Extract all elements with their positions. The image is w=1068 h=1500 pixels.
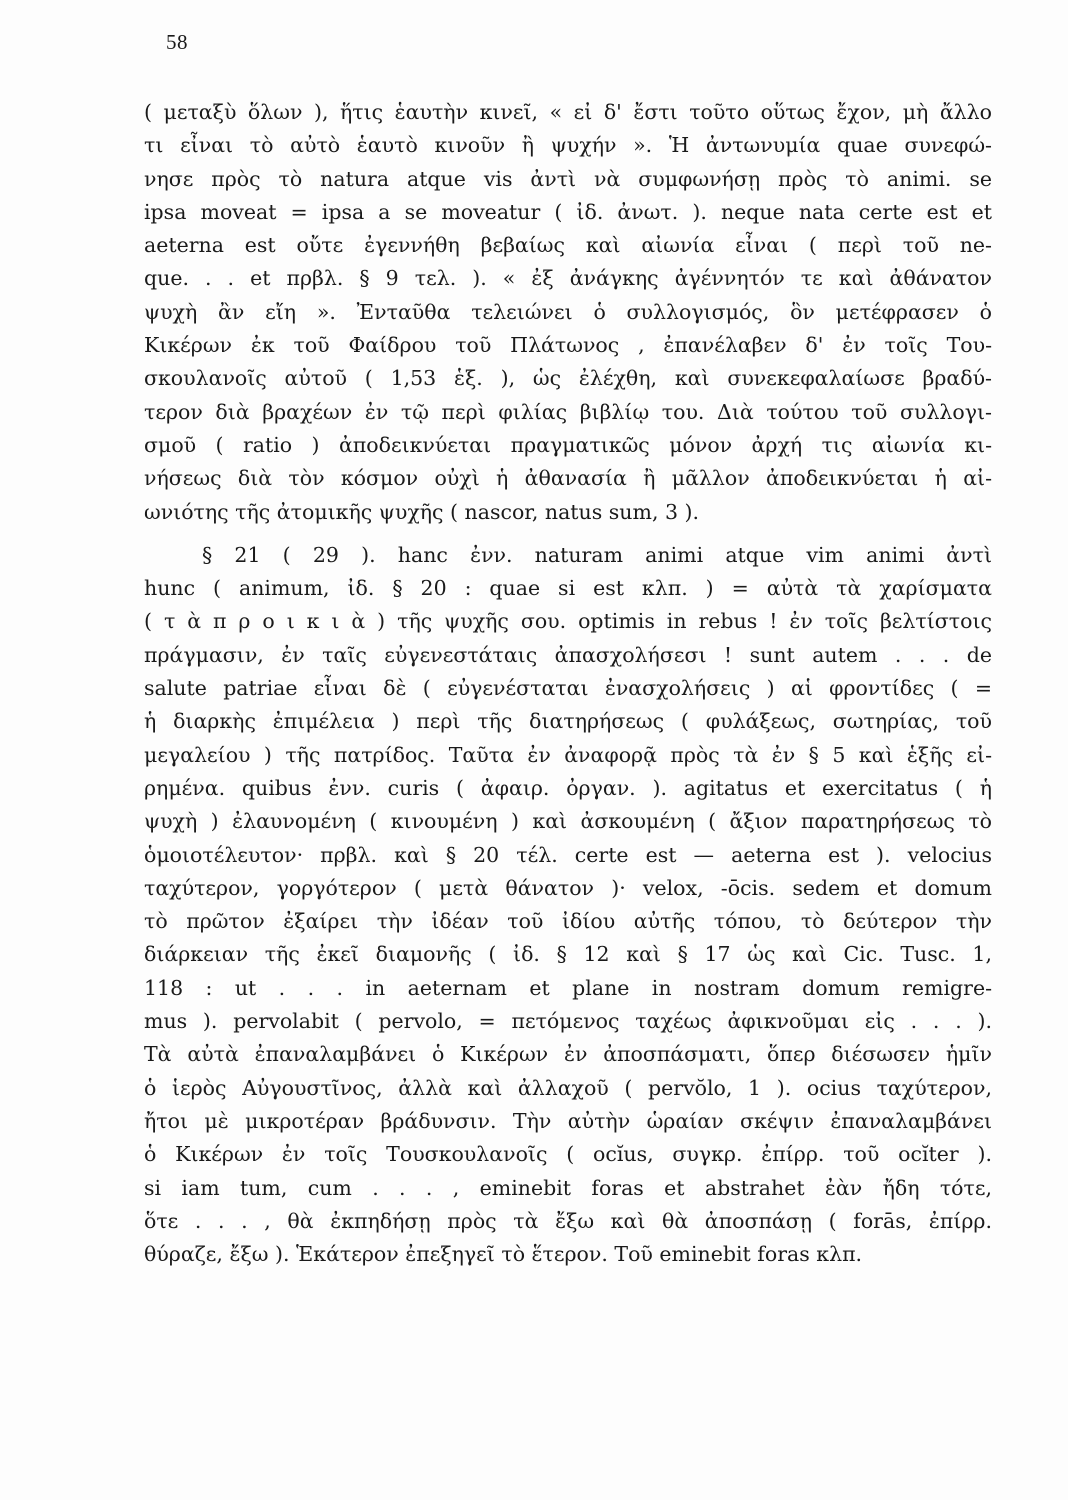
text-line: σμοῦ ( ratio ) ἀποδεικνύεται πραγματικῶς μόνον ἀρχή τις αἰωνία κι- [144, 432, 992, 457]
text-line: θύραζε, ἔξω ). Ἑκάτερον ἐπεξηγεῖ τὸ ἕτερον. Τοῦ eminebit foras κλπ. [144, 1242, 863, 1267]
text-line: mus ). pervolabit ( pervolo, = πετόμενος ταχέως ἀφικνοῦμαι εἰς . . . ). [144, 1009, 992, 1034]
text-line: πράγμασιν, ἐν ταῖς εὐγενεστάταις ἀπασχολήσεσι ! sunt autem . . . de [144, 642, 992, 667]
text-line: ὁ ἱερὸς Αὐγουστῖνος, ἀλλὰ καὶ ἀλλαχοῦ ( pervŏlo, 1 ). ocius ταχύτερον, [144, 1075, 992, 1100]
text-line: ipsa moveat = ipsa a se moveatur ( ἰδ. ἀνωτ. ). neque nata certe est et [144, 199, 992, 224]
paragraph-1 [144, 96, 992, 529]
text-line: ψυχὴ ) ἐλαυνομένη ( κινουμένη ) καὶ ἀσκουμένη ( ἄξιον παρατηρήσεως τὸ [144, 809, 992, 834]
text-line: νησε πρὸς τὸ natura atque vis ἀντὶ νὰ συμφωνήσῃ πρὸς τὸ animi. se [144, 166, 992, 191]
text-line: ὁ Κικέρων ἐν τοῖς Τουσκουλανοῖς ( ocĭus, συγκρ. ἐπίρρ. τοῦ ocĭter ). [144, 1142, 992, 1167]
text-line: Τὰ αὐτὰ ἐπαναλαμβάνει ὁ Κικέρων ἐν ἀποσπάσματι, ὅπερ διέσωσεν ἡμῖν [144, 1042, 992, 1067]
text-line: 118 : ut . . . in aeternam et plane in nostram domum remigre- [144, 975, 992, 1000]
page-text [144, 96, 992, 1271]
text-line: Κικέρων ἐκ τοῦ Φαίδρου τοῦ Πλάτωνος , ἐπανέλαβεν δ' ἐν τοῖς Του- [144, 333, 992, 358]
text-line: τι εἶναι τὸ αὐτὸ ἑαυτὸ κινοῦν ἢ ψυχήν ». Ἡ ἀντωνυμία quae συνεφώ- [144, 133, 992, 158]
text-line: ( τ ὰ π ρ ο ι κ ι ὰ ) τῆς ψυχῆς σου. optimis in rebus ! ἐν τοῖς βελτίστοις [144, 609, 992, 634]
text-line: διάρκειαν τῆς ἐκεῖ διαμονῆς ( ἰδ. § 12 καὶ § 17 ὡς καὶ Cic. Tusc. 1, [144, 942, 992, 967]
text-line: ταχύτερον, γοργότερον ( μετὰ θάνατον )· velox, -ōcis. sedem et domum [144, 875, 992, 900]
text-line: ωνιότης τῆς ἀτομικῆς ψυχῆς ( nascor, natus sum, 3 ). [144, 499, 700, 524]
text-line: salute patriae εἶναι δὲ ( εὐγενέσταται ἐνασχολήσεις ) αἱ φροντίδες ( = [144, 676, 992, 701]
text-line: ( μεταξὺ ὅλων ), ἥτις ἑαυτὴν κινεῖ, « εἰ δ' ἔστι τοῦτο οὕτως ἔχον, μὴ ἄλλο [144, 100, 992, 124]
text-line: τερον διὰ βραχέων ἐν τῷ περὶ φιλίας βιβλίῳ του. Διὰ τούτου τοῦ συλλογι- [144, 399, 992, 424]
text-line: aeterna est οὔτε ἐγεννήθη βεβαίως καὶ αἰωνία εἶναι ( περὶ τοῦ ne- [144, 233, 992, 258]
paragraph-gap [144, 529, 992, 539]
text-line: hunc ( animum, ἰδ. § 20 : quae si est κλπ. ) = αὐτὰ τὰ χαρίσματα [144, 576, 992, 601]
text-line: νήσεως διὰ τὸν κόσμον οὐχὶ ἡ ἀθανασία ἢ μᾶλλον ἀποδεικνύεται ἡ αἰ- [144, 466, 992, 491]
text-line: ρημένα. quibus ἐνν. curis ( ἀφαιρ. ὀργαν. ). agitatus et exercitatus ( ἡ [144, 775, 992, 800]
paragraph-2 [144, 539, 992, 1272]
text-line: σκουλανοῖς αὐτοῦ ( 1,53 ἑξ. ), ὡς ἐλέχθη, καὶ συνεκεφαλαίωσε βραδύ- [144, 366, 992, 391]
text-line: § 21 ( 29 ). hanc ἐνν. naturam animi atque vim animi ἀντὶ [202, 542, 992, 567]
text-line: ὅτε . . . , θὰ ἐκπηδήσῃ πρὸς τὰ ἔξω καὶ θὰ ἀποσπάσῃ ( forās, ἐπίρρ. [144, 1208, 992, 1233]
text-line: ἡ διαρκὴς ἐπιμέλεια ) περὶ τῆς διατηρήσεως ( φυλάξεως, σωτηρίας, τοῦ [144, 709, 992, 734]
text-line: si iam tum, cum . . . , eminebit foras et abstrahet ἐὰν ἤδη τότε, [144, 1175, 992, 1200]
text-line: que. . . et πρβλ. § 9 τελ. ). « ἐξ ἀνάγκης ἀγέννητόν τε καὶ ἀθάνατον [144, 266, 992, 291]
text-line: τὸ πρῶτον ἐξαίρει τὴν ἰδέαν τοῦ ἰδίου αὐτῆς τόπου, τὸ δεύτερον τὴν [144, 909, 992, 934]
text-line: μεγαλείου ) τῆς πατρίδος. Ταῦτα ἐν ἀναφορᾷ πρὸς τὰ ἐν § 5 καὶ ἑξῆς εἰ- [144, 742, 992, 767]
text-line: ὁμοιοτέλευτον· πρβλ. καὶ § 20 τέλ. certe est — aeterna est ). velocius [144, 842, 992, 867]
text-line: ἤτοι μὲ μικροτέραν βράδυνσιν. Τὴν αὐτὴν ὡραίαν σκέψιν ἐπαναλαμβάνει [144, 1108, 992, 1133]
page-number: 58 [166, 30, 188, 54]
text-line: ψυχὴ ἂν εἴη ». Ἐνταῦθα τελειώνει ὁ συλλογισμός, ὃν μετέφρασεν ὁ [144, 299, 992, 324]
